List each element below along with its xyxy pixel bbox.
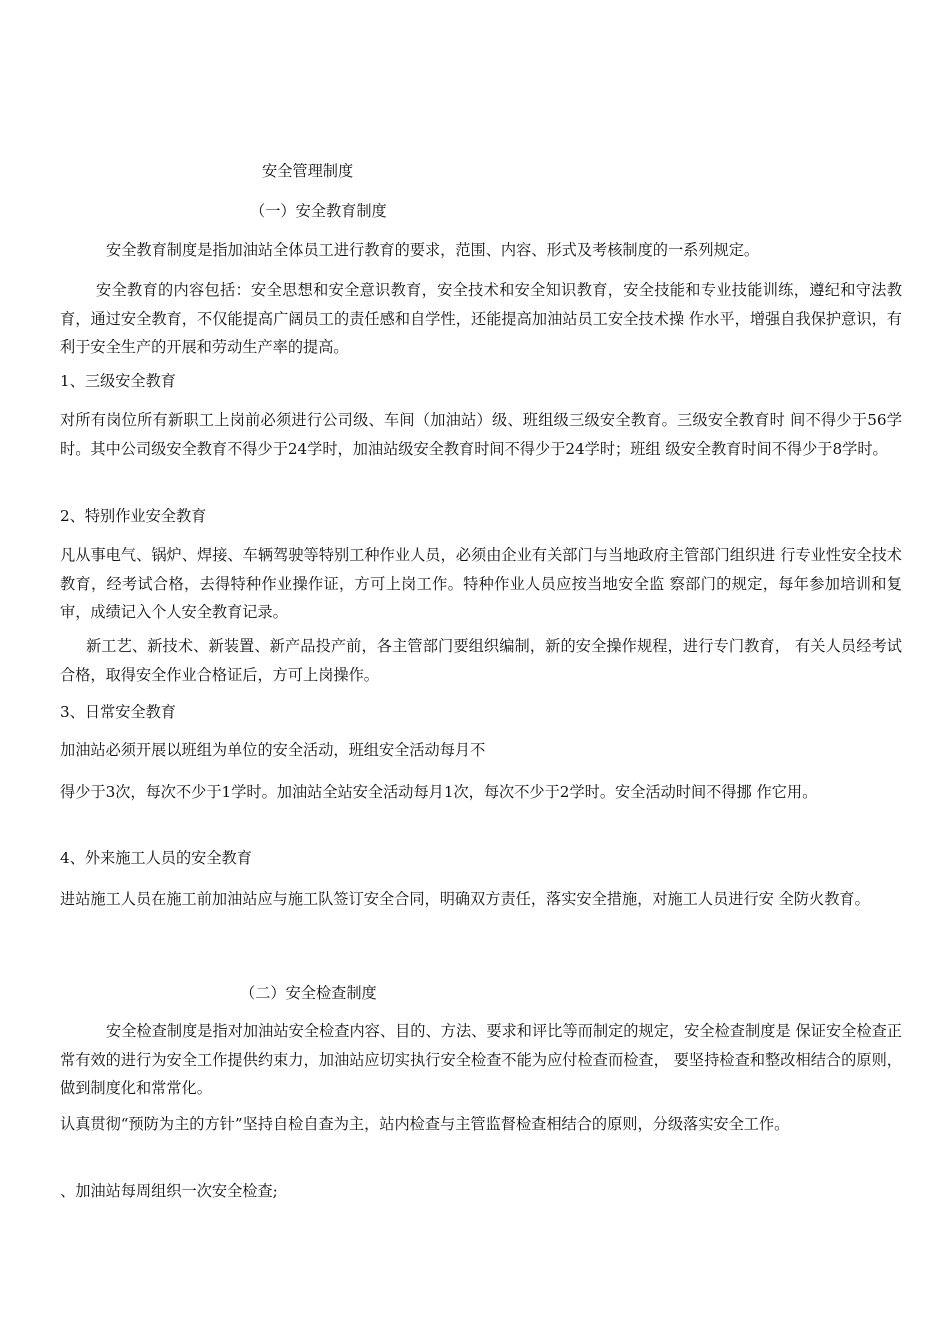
section-heading-safety-inspection: （二）安全检查制度 bbox=[240, 984, 377, 1002]
item-heading-daily: 3、日常安全教育 bbox=[60, 703, 176, 721]
document-title: 安全管理制度 bbox=[262, 162, 354, 180]
paragraph-education-content: 安全教育的内容包括：安全思想和安全意识教育，安全技术和安全知识教育，安全技能和专业技能训练，遵纪和守法教育，通过安全教育，不仅能提高广阔员工的责任感和自学性，还能提高加油站员工安全技术操 作水平，增强自我保护意识，有利于安全生产的开展和劳动生产率的提高。 bbox=[60, 281, 902, 356]
paragraph-daily-line1: 加油站必须开展以班组为单位的安全活动，班组安全活动每月不 bbox=[60, 741, 486, 759]
paragraph-special-work: 凡从事电气、锅炉、焊接、车辆驾驶等特别工种作业人员，必须由企业有关部门与当地政府主管部门组织进 行专业性安全技术教育，经考试合格，去得特种作业操作证，方可上岗工作。特种作业人员应按当地安全监 察部门的规定，每年参加培训和复审，成绩记入个人安全教育记录。 bbox=[60, 546, 902, 621]
item-heading-contractors: 4、外来施工人员的安全教育 bbox=[60, 849, 252, 867]
paragraph-three-level: 对所有岗位所有新职工上岗前必须进行公司级、车间（加油站）级、班组级三级安全教育。三级安全教育时 间不得少于56学时。其中公司级安全教育不得少于24学时，加油站级安全教育时间不得少于24学时；班组 级安全教育时间不得少于8学时。 bbox=[60, 411, 902, 458]
paragraph-new-process: 新工艺、新技术、新装置、新产品投产前，各主管部门要组织编制，新的安全操作规程，进行专门教育， 有关人员经考试合格，取得安全作业合格证后，方可上岗操作。 bbox=[60, 637, 902, 684]
paragraph-inspection-intro: 安全检查制度是指对加油站安全检查内容、目的、方法、要求和评比等而制定的规定，安全检查制度是 保证安全检查正常有效的进行为安全工作提供约束力，加油站应切实执行安全检查不能为应付检查而检查， 要坚持检查和整改相结合的原则，做到制度化和常常化。 bbox=[60, 1022, 902, 1097]
item-heading-special-work: 2、特别作业安全教育 bbox=[60, 507, 207, 525]
paragraph-inspection-principle: 认真贯彻“预防为主的方针”坚持自检自查为主，站内检查与主管监督检查相结合的原则，分级落实安全工作。 bbox=[60, 1115, 790, 1133]
item-heading-three-level: 1、三级安全教育 bbox=[60, 372, 176, 390]
paragraph-education-intro: 安全教育制度是指加油站全体员工进行教育的要求，范围、内容、形式及考核制度的一系列规定。 bbox=[106, 241, 760, 259]
section-heading-safety-education: （一）安全教育制度 bbox=[250, 202, 387, 220]
paragraph-daily-line2: 得少于3次，每次不少于1学时。加油站全站安全活动每月1次，每次不少于2学时。安全活动时间不得挪 作它用。 bbox=[60, 783, 818, 801]
paragraph-contractors: 进站施工人员在施工前加油站应与施工队签订安全合同，明确双方责任，落实安全措施，对施工人员进行安 全防火教育。 bbox=[60, 890, 870, 908]
list-item-weekly-inspection: 、加油站每周组织一次安全检查; bbox=[60, 1182, 278, 1200]
